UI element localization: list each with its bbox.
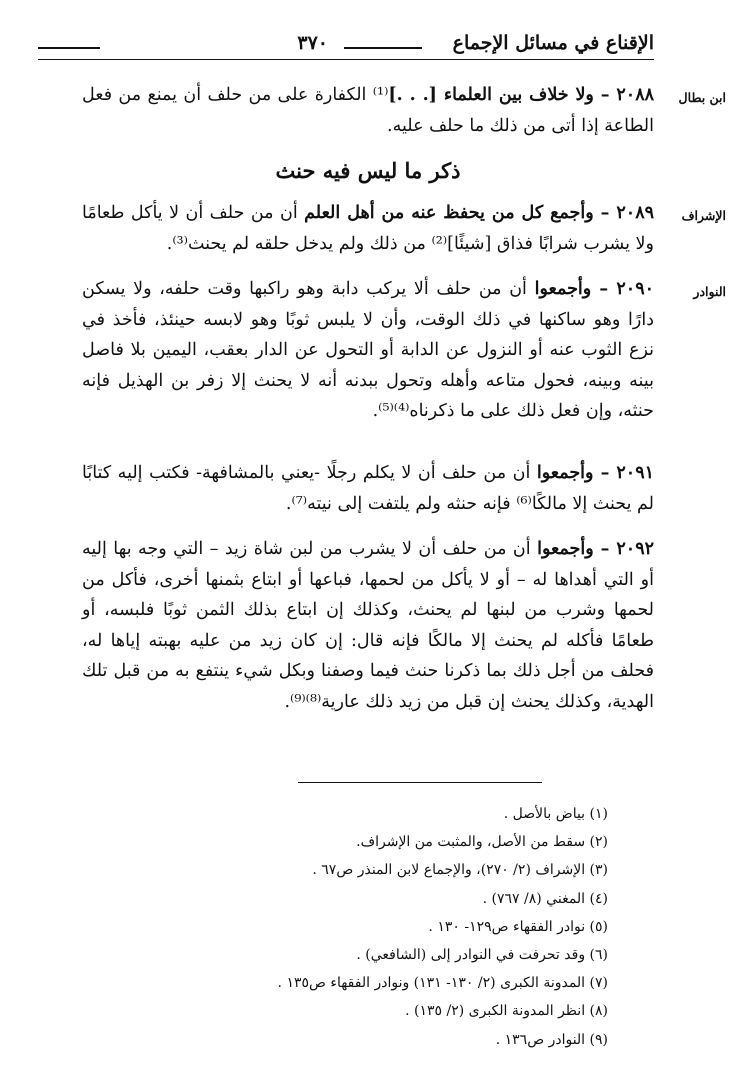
header-rule: [38, 47, 100, 49]
paragraph-lead: ٢٠٩٠ – وأجمعوا: [534, 279, 654, 299]
footnote: (٤) المغني (٨/ ٧٦٧) .: [482, 890, 608, 907]
footnote: (٧) المدونة الكبرى (٢/ ١٣٠- ١٣١) ونوادر الفقهاء ص١٣٥ .: [277, 975, 608, 992]
header-rule: [344, 47, 422, 49]
section-heading: ذكر ما ليس فيه حنث: [275, 158, 461, 183]
footnote: (٢) سقط من الأصل، والمثبت من الإشراف.: [356, 834, 608, 851]
book-title: الإقناع في مسائل الإجماع: [452, 32, 654, 54]
footnote: (١) بياض بالأصل .: [503, 806, 608, 822]
footnote: (٣) الإشراف (٢/ ٢٧٠)، والإجماع لابن المنذر ص٦٧ .: [312, 862, 608, 879]
running-header: [38, 30, 654, 60]
paragraph-lead: ٢٠٨٩ – وأجمع كل من يحفظ عنه من أهل العلم: [304, 203, 654, 223]
footnote-separator: [298, 782, 542, 783]
header-underline: [38, 59, 654, 60]
paragraph-text: أن من حلف ألا يركب دابة وهو راكبها وقت حلفه، ولا يسكن دارًا وهو ساكنها في ذلك الوقت، وأن لا يلبس ثوبًا وهو لابسه حينئذ، فأخذ في نزع الثوب عنه أو النزول عن الدابة أو التحول عن الدار بعقب، اليمين بلا فاصل بينه وبينه، فحول متاعه وأهله وتحول ببدنه أنه لا يحنث إلا زفر بن الهذيل فإنه حنثه، وإن فعل ذلك على ما ذكرناه⁽⁴⁾⁽⁵⁾.: [82, 279, 654, 421]
margin-source-label: ابن بطال: [678, 90, 726, 105]
page-number: ٣٧٠: [297, 32, 328, 54]
paragraph-2088: [82, 80, 654, 141]
paragraph-text: أن من حلف أن لا يكلم رجلًا -يعني بالمشافهة- فكتب إليه كتابًا لم يحنث إلا مالكًا⁽⁶⁾ فإنه حنثه ولم يلتفت إلى نيته⁽⁷⁾.: [82, 463, 654, 514]
paragraph-lead: ٢٠٩١ – وأجمعوا: [536, 463, 654, 483]
paragraph-text: أن من حلف أن لا يشرب من لبن شاة زيد – التي وجه بها إليه أو التي أهداها له – أو لا يأكل من لحمها، فباعها أو ابتاع بثمنها أخرى، فأكل من لحمها وشرب من لبنها لم يحنث، وكذلك إن ابتاع بذلك الثمن ثوبًا فلبسه، أو طعامًا فأكله لم يحنث إلا مالكًا فإنه قال: إن كان زيد من عليه بهبته إياها له، فحلف من أجل ذلك بما ذكرنا حنث فيما وصفنا وبكل شيء ينتفع به من قبل تلك الهدية، وكذلك يحنث إن قبل من زيد ذلك عارية⁽⁸⁾⁽⁹⁾.: [82, 539, 654, 712]
paragraph-2089: [82, 198, 654, 259]
margin-source-label: النوادر: [693, 284, 726, 299]
paragraph-lead: ٢٠٨٨ – ولا خلاف بين العلماء [. . .]: [388, 85, 654, 105]
footnotes: [148, 800, 608, 1054]
footnote: (٨) انظر المدونة الكبرى (٢/ ١٣٥) .: [405, 1003, 608, 1020]
footnote: (٦) وقد تحرفت في النوادر إلى (الشافعي) .: [356, 947, 608, 964]
paragraph-lead: ٢٠٩٢ – وأجمعوا: [537, 539, 654, 559]
paragraph-2090: [82, 274, 654, 427]
footnote: (٥) نوادر الفقهاء ص١٢٩- ١٣٠ .: [428, 918, 608, 935]
margin-source-label: الإشراف: [681, 208, 726, 223]
paragraph-2091: [82, 458, 654, 519]
paragraph-text: ⁽¹⁾ الكفارة على من حلف أن يمنع من فعل الطاعة إذا أتى من ذلك ما حلف عليه.: [82, 85, 654, 136]
paragraph-2092: [82, 534, 654, 717]
paragraph-text: أن من حلف أن لا يأكل طعامًا ولا يشرب شرابًا فذاق [شيئًا]⁽²⁾ من ذلك ولم يدخل حلقه لم يحنث⁽³⁾.: [82, 203, 654, 254]
footnote: (٩) النوادر ص١٣٦ .: [495, 1031, 608, 1048]
